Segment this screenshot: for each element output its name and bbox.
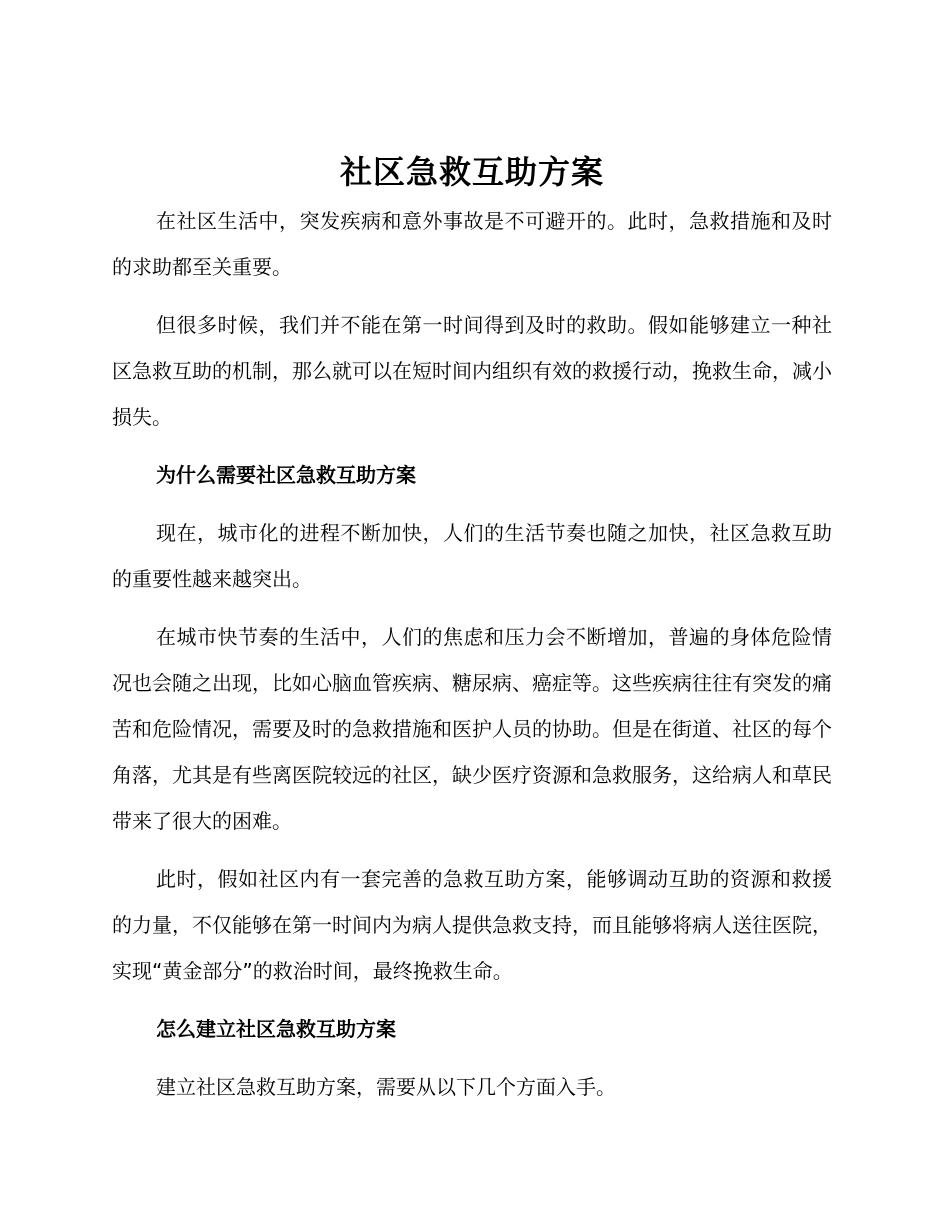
section-heading-how: 怎么建立社区急救互助方案 [156, 1017, 396, 1041]
section-heading-why: 为什么需要社区急救互助方案 [156, 463, 416, 487]
paragraph-intro-1: 在社区生活中，突发疾病和意外事故是不可避开的。此时，急救措施和及时的求助都至关重要。 [112, 209, 832, 279]
document-page [112, 148, 832, 1122]
paragraph-intro-2: 但很多时候，我们并不能在第一时间得到及时的救助。假如能够建立一种社区急救互助的机制，那么就可以在短时间内组织有效的救援行动，挽救生命，减小损失。 [112, 313, 832, 429]
paragraph-why-2: 在城市快节奏的生活中，人们的焦虑和压力会不断增加，普遍的身体危险情况也会随之出现，比如心脑血管疾病、糖尿病、癌症等。这些疾病往往有突发的痛苦和危险情况，需要及时的急救措施和医护人员的协助。但是在街道、社区的每个角落，尤其是有些离医院较远的社区，缺少医疗资源和急救服务，这给病人和草民带来了很大的困难。 [112, 625, 832, 833]
paragraph-why-3: 此时，假如社区内有一套完善的急救互助方案，能够调动互助的资源和救援的力量，不仅能够在第一时间内为病人提供急救支持，而且能够将病人送往医院，实现“黄金部分”的救治时间，最终挽救生命。 [112, 867, 832, 983]
document-title: 社区急救互助方案 [339, 153, 604, 191]
paragraph-why-1: 现在，城市化的进程不断加快，人们的生活节奏也随之加快，社区急救互助的重要性越来越突出。 [112, 521, 832, 591]
paragraph-how-1: 建立社区急救互助方案，需要从以下几个方面入手。 [156, 1075, 616, 1099]
